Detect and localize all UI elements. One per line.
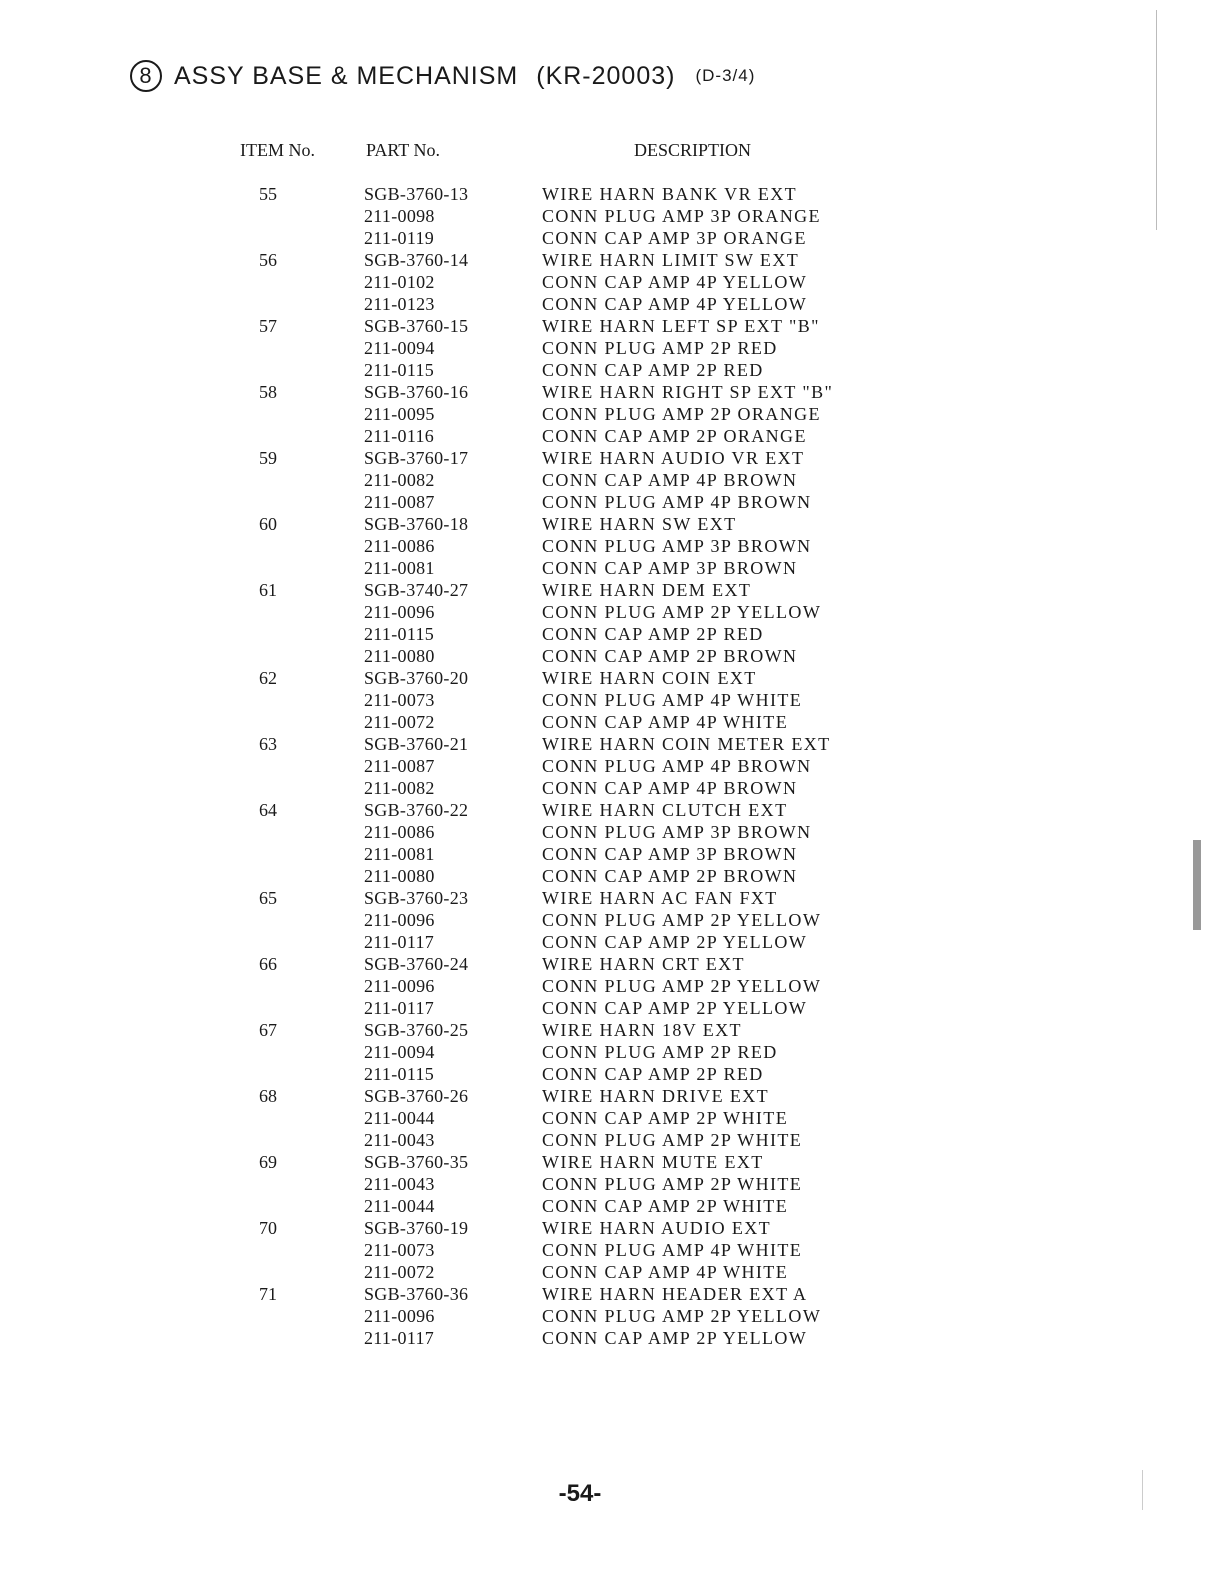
part-number: 211-0073 bbox=[364, 1240, 435, 1260]
part-description: CONN PLUG AMP 3P BROWN bbox=[542, 822, 812, 842]
part-description: CONN PLUG AMP 2P RED bbox=[542, 338, 778, 358]
part-number: 211-0086 bbox=[364, 536, 435, 556]
table-row bbox=[0, 1195, 1224, 1217]
table-row bbox=[0, 1327, 1224, 1349]
part-number: 211-0096 bbox=[364, 976, 435, 996]
item-number: 60 bbox=[259, 514, 277, 534]
part-number: SGB-3760-23 bbox=[364, 888, 469, 908]
part-description: CONN PLUG AMP 2P RED bbox=[542, 1042, 778, 1062]
item-number: 70 bbox=[259, 1218, 277, 1238]
table-row bbox=[0, 799, 1224, 821]
item-number: 71 bbox=[259, 1284, 277, 1304]
part-number: 211-0043 bbox=[364, 1130, 435, 1150]
section-title: ASSY BASE & MECHANISM bbox=[174, 61, 519, 90]
table-row bbox=[0, 1305, 1224, 1327]
part-number: 211-0086 bbox=[364, 822, 435, 842]
table-row bbox=[0, 469, 1224, 491]
item-number: 65 bbox=[259, 888, 277, 908]
part-description: CONN CAP AMP 4P WHITE bbox=[542, 1262, 789, 1282]
column-header-item: ITEM No. bbox=[240, 140, 315, 160]
scan-edge-mark bbox=[1156, 10, 1157, 230]
table-row bbox=[0, 293, 1224, 315]
part-number: 211-0115 bbox=[364, 360, 435, 380]
table-row bbox=[0, 271, 1224, 293]
part-description: CONN CAP AMP 2P WHITE bbox=[542, 1108, 789, 1128]
part-description: WIRE HARN MUTE EXT bbox=[542, 1152, 764, 1172]
drawing-reference: (D-3/4) bbox=[695, 66, 756, 85]
part-description: WIRE HARN DRIVE EXT bbox=[542, 1086, 770, 1106]
table-row bbox=[0, 227, 1224, 249]
part-number: 211-0117 bbox=[364, 932, 435, 952]
part-number: SGB-3760-14 bbox=[364, 250, 469, 270]
part-description: CONN CAP AMP 2P RED bbox=[542, 1064, 764, 1084]
table-row bbox=[0, 931, 1224, 953]
part-description: CONN CAP AMP 3P BROWN bbox=[542, 558, 798, 578]
part-number: 211-0087 bbox=[364, 492, 435, 512]
part-description: WIRE HARN COIN EXT bbox=[542, 668, 757, 688]
part-number: 211-0081 bbox=[364, 844, 435, 864]
part-description: WIRE HARN AUDIO EXT bbox=[542, 1218, 772, 1238]
table-row bbox=[0, 403, 1224, 425]
part-number: SGB-3760-25 bbox=[364, 1020, 469, 1040]
part-description: CONN CAP AMP 4P BROWN bbox=[542, 778, 798, 798]
part-number: 211-0096 bbox=[364, 1306, 435, 1326]
table-row bbox=[0, 1129, 1224, 1151]
part-description: CONN CAP AMP 2P RED bbox=[542, 360, 764, 380]
item-number: 63 bbox=[259, 734, 277, 754]
scan-edge-mark bbox=[1142, 1470, 1143, 1510]
part-number: 211-0080 bbox=[364, 866, 435, 886]
part-number: 211-0043 bbox=[364, 1174, 435, 1194]
part-number: 211-0117 bbox=[364, 998, 435, 1018]
part-description: WIRE HARN AUDIO VR EXT bbox=[542, 448, 805, 468]
part-description: CONN CAP AMP 2P YELLOW bbox=[542, 932, 808, 952]
part-description: CONN PLUG AMP 4P BROWN bbox=[542, 492, 812, 512]
table-row bbox=[0, 711, 1224, 733]
table-row bbox=[0, 579, 1224, 601]
table-row bbox=[0, 601, 1224, 623]
table-row bbox=[0, 183, 1224, 205]
table-row bbox=[0, 315, 1224, 337]
column-header-part: PART No. bbox=[366, 140, 440, 160]
part-number: 211-0082 bbox=[364, 778, 435, 798]
part-number: SGB-3760-36 bbox=[364, 1284, 469, 1304]
part-number: 211-0094 bbox=[364, 338, 435, 358]
table-row bbox=[0, 1283, 1224, 1305]
table-row bbox=[0, 425, 1224, 447]
part-description: CONN CAP AMP 4P YELLOW bbox=[542, 294, 808, 314]
part-description: CONN CAP AMP 2P BROWN bbox=[542, 646, 798, 666]
part-description: CONN CAP AMP 2P YELLOW bbox=[542, 1328, 808, 1348]
part-number: 211-0098 bbox=[364, 206, 435, 226]
table-row bbox=[0, 535, 1224, 557]
table-row bbox=[0, 843, 1224, 865]
part-description: WIRE HARN CLUTCH EXT bbox=[542, 800, 788, 820]
item-number: 68 bbox=[259, 1086, 277, 1106]
table-row bbox=[0, 249, 1224, 271]
part-number: 211-0123 bbox=[364, 294, 435, 314]
part-description: CONN CAP AMP 3P BROWN bbox=[542, 844, 798, 864]
part-number: 211-0044 bbox=[364, 1108, 435, 1128]
item-number: 58 bbox=[259, 382, 277, 402]
item-number: 61 bbox=[259, 580, 277, 600]
table-row bbox=[0, 865, 1224, 887]
part-number: 211-0095 bbox=[364, 404, 435, 424]
table-row bbox=[0, 755, 1224, 777]
section-number-badge: 8 bbox=[130, 60, 162, 92]
table-row bbox=[0, 909, 1224, 931]
part-number: SGB-3760-26 bbox=[364, 1086, 469, 1106]
item-number: 57 bbox=[259, 316, 277, 336]
table-row bbox=[0, 975, 1224, 997]
part-description: WIRE HARN AC FAN FXT bbox=[542, 888, 778, 908]
part-description: CONN PLUG AMP 2P WHITE bbox=[542, 1174, 803, 1194]
part-description: CONN PLUG AMP 2P YELLOW bbox=[542, 1306, 822, 1326]
part-number: 211-0081 bbox=[364, 558, 435, 578]
part-number: 211-0116 bbox=[364, 426, 435, 446]
part-description: WIRE HARN RIGHT SP EXT "B" bbox=[542, 382, 834, 402]
parts-list bbox=[0, 183, 1224, 1349]
part-description: CONN CAP AMP 2P ORANGE bbox=[542, 426, 807, 446]
part-number: SGB-3760-22 bbox=[364, 800, 469, 820]
part-number: SGB-3760-18 bbox=[364, 514, 469, 534]
part-number: 211-0094 bbox=[364, 1042, 435, 1062]
part-number: SGB-3760-17 bbox=[364, 448, 469, 468]
table-row bbox=[0, 1173, 1224, 1195]
part-number: 211-0080 bbox=[364, 646, 435, 666]
table-row bbox=[0, 1041, 1224, 1063]
table-row bbox=[0, 953, 1224, 975]
part-number: 211-0072 bbox=[364, 1262, 435, 1282]
part-description: CONN PLUG AMP 2P YELLOW bbox=[542, 976, 822, 996]
table-row bbox=[0, 381, 1224, 403]
table-row bbox=[0, 447, 1224, 469]
part-number: SGB-3760-24 bbox=[364, 954, 469, 974]
item-number: 64 bbox=[259, 800, 277, 820]
part-description: CONN PLUG AMP 4P WHITE bbox=[542, 690, 803, 710]
scan-edge-mark bbox=[1193, 840, 1201, 930]
item-number: 56 bbox=[259, 250, 277, 270]
table-row bbox=[0, 645, 1224, 667]
part-number: 211-0087 bbox=[364, 756, 435, 776]
table-row bbox=[0, 337, 1224, 359]
table-row bbox=[0, 1239, 1224, 1261]
page-number: -54- bbox=[558, 1480, 602, 1507]
part-description: CONN PLUG AMP 2P WHITE bbox=[542, 1130, 803, 1150]
item-number: 67 bbox=[259, 1020, 277, 1040]
table-row bbox=[0, 205, 1224, 227]
table-row bbox=[0, 667, 1224, 689]
part-number: 211-0115 bbox=[364, 624, 435, 644]
part-number: SGB-3760-15 bbox=[364, 316, 469, 336]
part-number: SGB-3740-27 bbox=[364, 580, 469, 600]
part-number: SGB-3760-21 bbox=[364, 734, 469, 754]
part-description: CONN CAP AMP 2P BROWN bbox=[542, 866, 798, 886]
table-row bbox=[0, 557, 1224, 579]
part-description: CONN CAP AMP 4P BROWN bbox=[542, 470, 798, 490]
part-description: CONN PLUG AMP 2P YELLOW bbox=[542, 910, 822, 930]
part-description: CONN CAP AMP 2P RED bbox=[542, 624, 764, 644]
part-number: 211-0115 bbox=[364, 1064, 435, 1084]
table-row bbox=[0, 1063, 1224, 1085]
item-number: 55 bbox=[259, 184, 277, 204]
part-description: CONN PLUG AMP 2P ORANGE bbox=[542, 404, 821, 424]
table-row bbox=[0, 1261, 1224, 1283]
part-description: CONN CAP AMP 3P ORANGE bbox=[542, 228, 807, 248]
part-description: CONN PLUG AMP 4P WHITE bbox=[542, 1240, 803, 1260]
table-row bbox=[0, 359, 1224, 381]
table-row bbox=[0, 491, 1224, 513]
part-description: CONN PLUG AMP 3P ORANGE bbox=[542, 206, 821, 226]
part-description: CONN CAP AMP 2P YELLOW bbox=[542, 998, 808, 1018]
table-row bbox=[0, 1217, 1224, 1239]
table-row bbox=[0, 733, 1224, 755]
model-number: (KR-20003) bbox=[536, 61, 676, 90]
part-description: CONN PLUG AMP 4P BROWN bbox=[542, 756, 812, 776]
table-row bbox=[0, 887, 1224, 909]
part-description: CONN CAP AMP 4P WHITE bbox=[542, 712, 789, 732]
part-number: SGB-3760-19 bbox=[364, 1218, 469, 1238]
part-number: SGB-3760-20 bbox=[364, 668, 469, 688]
table-row bbox=[0, 513, 1224, 535]
section-heading bbox=[130, 60, 755, 92]
part-description: WIRE HARN 18V EXT bbox=[542, 1020, 742, 1040]
table-row bbox=[0, 1019, 1224, 1041]
part-description: WIRE HARN COIN METER EXT bbox=[542, 734, 831, 754]
part-number: 211-0082 bbox=[364, 470, 435, 490]
part-description: WIRE HARN LIMIT SW EXT bbox=[542, 250, 800, 270]
part-number: SGB-3760-13 bbox=[364, 184, 469, 204]
part-number: 211-0073 bbox=[364, 690, 435, 710]
part-description: CONN PLUG AMP 3P BROWN bbox=[542, 536, 812, 556]
table-row bbox=[0, 689, 1224, 711]
table-row bbox=[0, 623, 1224, 645]
part-description: CONN PLUG AMP 2P YELLOW bbox=[542, 602, 822, 622]
part-number: SGB-3760-16 bbox=[364, 382, 469, 402]
item-number: 69 bbox=[259, 1152, 277, 1172]
table-row bbox=[0, 1151, 1224, 1173]
column-header-description: DESCRIPTION bbox=[634, 140, 752, 160]
part-number: 211-0102 bbox=[364, 272, 435, 292]
table-row bbox=[0, 1085, 1224, 1107]
table-row bbox=[0, 777, 1224, 799]
part-number: 211-0119 bbox=[364, 228, 435, 248]
part-description: WIRE HARN HEADER EXT A bbox=[542, 1284, 808, 1304]
part-number: 211-0117 bbox=[364, 1328, 435, 1348]
part-description: WIRE HARN DEM EXT bbox=[542, 580, 752, 600]
part-number: 211-0044 bbox=[364, 1196, 435, 1216]
part-description: CONN CAP AMP 2P WHITE bbox=[542, 1196, 789, 1216]
table-row bbox=[0, 821, 1224, 843]
part-description: CONN CAP AMP 4P YELLOW bbox=[542, 272, 808, 292]
part-description: WIRE HARN CRT EXT bbox=[542, 954, 745, 974]
part-description: WIRE HARN LEFT SP EXT "B" bbox=[542, 316, 820, 336]
part-description: WIRE HARN SW EXT bbox=[542, 514, 737, 534]
part-number: 211-0096 bbox=[364, 602, 435, 622]
part-number: 211-0096 bbox=[364, 910, 435, 930]
table-row bbox=[0, 997, 1224, 1019]
item-number: 59 bbox=[259, 448, 277, 468]
part-number: SGB-3760-35 bbox=[364, 1152, 469, 1172]
part-description: WIRE HARN BANK VR EXT bbox=[542, 184, 798, 204]
item-number: 66 bbox=[259, 954, 277, 974]
table-row bbox=[0, 1107, 1224, 1129]
part-number: 211-0072 bbox=[364, 712, 435, 732]
item-number: 62 bbox=[259, 668, 277, 688]
